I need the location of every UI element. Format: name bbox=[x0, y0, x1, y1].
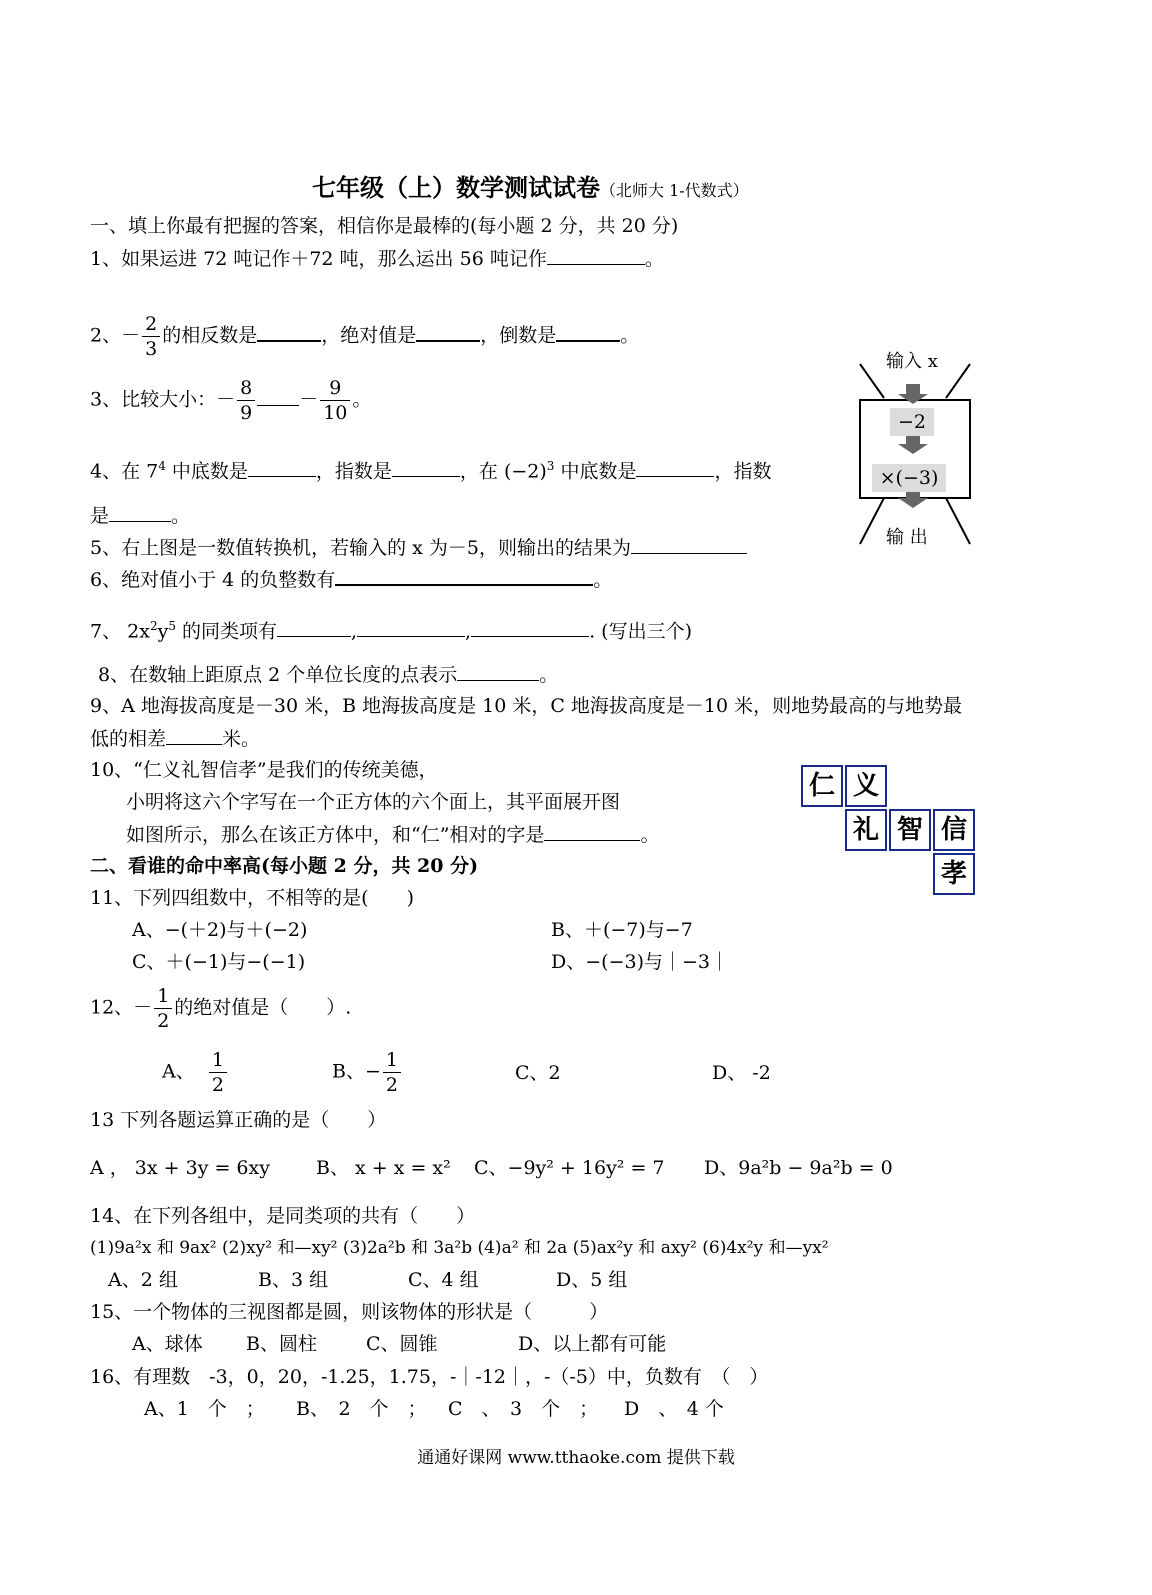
option-c: C、圆锥 bbox=[366, 1333, 438, 1355]
option-b: B、＋(−7)与−7 bbox=[551, 919, 693, 941]
fraction: $\frac{1}{2}$ bbox=[154, 984, 172, 1033]
question-3: 3、比较大小：－ $\frac{8}{9}$ － $\frac{9}{10}$ 。 bbox=[90, 377, 372, 424]
answer-blank bbox=[277, 618, 351, 637]
machine-output-label: 输 出 bbox=[886, 527, 928, 548]
question-7: 7、 $2x^2y^5$ 的同类项有 , , . (写出三个) bbox=[90, 619, 692, 643]
option-a: A、 $\frac{1}{2}$ bbox=[162, 1048, 229, 1097]
question-13: 13 下列各题运算正确的是（ ） bbox=[90, 1109, 387, 1131]
option-c: C 、 3 个 ； bbox=[448, 1398, 599, 1420]
answer-blank bbox=[166, 726, 222, 745]
question-11: 11、下列四组数中，不相等的是( ) bbox=[90, 887, 415, 909]
page-title: 七年级（上）数学测试试卷（北师大 1-代数式） bbox=[312, 173, 749, 202]
question-10-line2: 小明将这六个字写在一个正方体的六个面上，其平面展开图 bbox=[126, 791, 621, 813]
option-b: B、 x + x = x² bbox=[316, 1157, 451, 1179]
cube-face: 智 bbox=[889, 809, 931, 851]
question-1: 1、如果运进 72 吨记作＋72 吨，那么运出 56 吨记作 。 bbox=[90, 248, 664, 270]
cube-face: 礼 bbox=[845, 809, 887, 851]
machine-frame bbox=[858, 348, 978, 548]
option-b: B、− $\frac{1}{2}$ bbox=[332, 1048, 403, 1097]
option-d: D、9a²b − 9a²b = 0 bbox=[704, 1157, 893, 1179]
section-2-heading: 二、看谁的命中率高(每小题 2 分，共 20 分) bbox=[90, 855, 479, 877]
option-a: A ， 3x + 3y = 6xy bbox=[90, 1157, 270, 1179]
question-4-cont: 是 。 bbox=[90, 505, 191, 527]
option-b: B、圆柱 bbox=[246, 1333, 317, 1355]
fraction: $\frac{2}{3}$ bbox=[142, 312, 160, 361]
question-5: 5、右上图是一数值转换机，若输入的 x 为－5，则输出的结果为 bbox=[90, 535, 747, 560]
number-machine-figure bbox=[858, 348, 978, 548]
answer-blank bbox=[636, 458, 714, 477]
question-9-cont: 低的相差 米。 bbox=[90, 728, 261, 750]
option-a: A、1 个 ； bbox=[144, 1398, 265, 1420]
question-2: 2、－ $\frac{2}{3}$ 的相反数是 ，绝对值是 ，倒数是 。 bbox=[90, 313, 640, 360]
answer-blank bbox=[257, 322, 321, 342]
cube-face: 仁 bbox=[801, 765, 843, 807]
option-a: A、球体 bbox=[132, 1333, 203, 1355]
option-b: B、 2 个 ； bbox=[296, 1398, 427, 1420]
machine-input-label: 输入 x bbox=[886, 351, 938, 372]
option-c: C、−9y² + 16y² = 7 bbox=[474, 1157, 665, 1179]
answer-blank bbox=[257, 387, 299, 406]
answer-blank bbox=[556, 322, 620, 342]
answer-blank bbox=[335, 566, 593, 586]
question-15: 15、一个物体的三视图都是圆，则该物体的形状是（ ） bbox=[90, 1301, 609, 1323]
answer-blank bbox=[471, 618, 589, 637]
fraction: $\frac{9}{10}$ bbox=[320, 376, 350, 425]
option-c: C、4 组 bbox=[408, 1269, 479, 1291]
question-10-line3: 如图所示，那么在该正方体中，和“仁”相对的字是 。 bbox=[126, 824, 660, 846]
page-footer: 通通好课网 www.tthaoke.com 提供下载 bbox=[417, 1448, 735, 1468]
question-10: 10、“仁义礼智信孝”是我们的传统美德， bbox=[90, 759, 438, 781]
fraction: $\frac{1}{2}$ bbox=[209, 1048, 227, 1097]
option-c: C、2 bbox=[515, 1062, 561, 1084]
section-1-heading: 一、填上你最有把握的答案，相信你是最棒的(每小题 2 分，共 20 分) bbox=[90, 215, 679, 237]
answer-blank bbox=[457, 662, 539, 681]
question-4: 4、在 $7^4$ 中底数是 ，指数是 ，在 $(-2)^3$ 中底数是 ，指数 bbox=[90, 459, 772, 483]
fraction: $\frac{1}{2}$ bbox=[383, 1048, 401, 1097]
cube-face: 孝 bbox=[933, 853, 975, 895]
cube-face: 义 bbox=[845, 765, 887, 807]
answer-blank bbox=[631, 535, 747, 554]
question-14-items: (1)9a²x 和 9ax² (2)xy² 和—xy² (3)2a²b 和 3a²b (4)a² 和 2a (5)ax²y 和 axy² (6)4x²y 和—yx² bbox=[90, 1238, 829, 1258]
answer-blank bbox=[544, 822, 640, 841]
machine-op-minus2: −2 bbox=[890, 408, 934, 436]
answer-blank bbox=[357, 618, 465, 637]
question-8: 8、在数轴上距原点 2 个单位长度的点表示 。 bbox=[98, 664, 559, 686]
question-9: 9、A 地海拔高度是－30 米，B 地海拔高度是 10 米，C 地海拔高度是－10 米，则地势最高的与地势最 bbox=[90, 695, 963, 717]
page-subtitle: （北师大 1-代数式） bbox=[600, 181, 749, 200]
answer-blank bbox=[547, 246, 645, 265]
option-c: C、＋(−1)与−(−1) bbox=[132, 951, 306, 973]
answer-blank bbox=[416, 322, 480, 342]
answer-blank bbox=[248, 458, 316, 477]
option-a: A、−(＋2)与＋(−2) bbox=[132, 919, 308, 941]
option-b: B、3 组 bbox=[258, 1269, 329, 1291]
option-d: D、−(−3)与｜−3｜ bbox=[551, 951, 729, 973]
answer-blank bbox=[109, 503, 171, 522]
question-16: 16、有理数 -3，0，20，-1.25，1.75，-｜-12｜，-（-5）中，负数有 （ ） bbox=[90, 1366, 769, 1388]
question-14: 14、在下列各组中，是同类项的共有（ ） bbox=[90, 1205, 476, 1227]
option-a: A、2 组 bbox=[108, 1269, 178, 1291]
cube-face: 信 bbox=[933, 809, 975, 851]
option-d: D、5 组 bbox=[556, 1269, 628, 1291]
answer-blank bbox=[392, 458, 460, 477]
option-d: D、 -2 bbox=[712, 1062, 771, 1084]
question-6: 6、绝对值小于 4 的负整数有 。 bbox=[90, 566, 612, 592]
fraction: $\frac{8}{9}$ bbox=[237, 376, 255, 425]
machine-op-times-neg3: ×(−3) bbox=[872, 464, 946, 492]
option-d: D、以上都有可能 bbox=[518, 1333, 667, 1355]
option-d: D 、 4 个 bbox=[624, 1398, 724, 1420]
question-12: 12、－ $\frac{1}{2}$ 的绝对值是（ ）. bbox=[90, 985, 352, 1032]
